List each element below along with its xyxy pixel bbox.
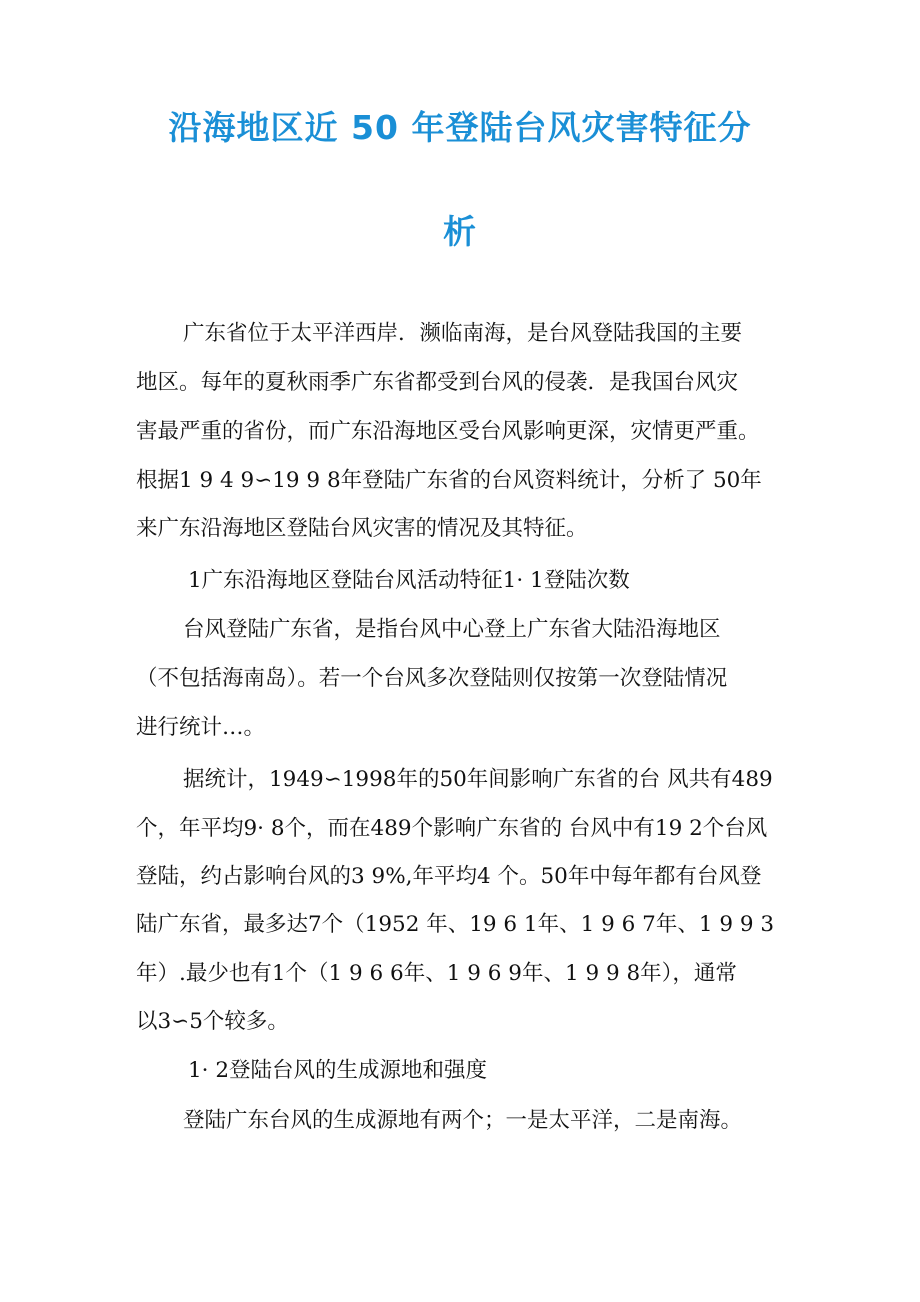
paragraph-1-line-3: 害最严重的省份，而广东沿海地区受台风影响更深，灾情更严重。 [136,419,760,444]
paragraph-1-line-1: 广东省位于太平洋西岸．濒临南海，是台风登陆我国的主要 [183,321,743,346]
section-heading-1-1: 1广东沿海地区登陆台风活动特征1· 1登陆次数 [188,568,630,593]
paragraph-3-line-4: 陆广东省，最多达7个（1952 年、19 6 1年、1 9 6 7年、1 9 9 3 [136,912,775,937]
paragraph-4-line-1: 登陆广东台风的生成源地有两个；一是太平洋，二是南海。 [183,1108,743,1133]
paragraph-3-line-6: 以3∽5个较多。 [136,1009,289,1034]
paragraph-2-line-3: 进行统计…。 [136,715,266,740]
paragraph-3-line-1: 据统计，1949∽1998年的50年间影响广东省的台 风共有489 [183,767,773,792]
paragraph-3-line-3: 登陆，约占影响台风的3 9%,年平均4 个。50年中每年都有台风登 [136,864,762,889]
paragraph-2-line-2: （不包括海南岛）。若一个台风多次登陆则仅按第一次登陆情况 [136,666,728,691]
document-title-line-2: 析 [443,212,477,251]
paragraph-1-line-5: 来广东沿海地区登陆台风灾害的情况及其特征。 [136,516,588,541]
paragraph-1-line-4: 根据1 9 4 9∽19 9 8年登陆广东省的台风资料统计，分析了 50年 [136,468,762,493]
document-title-line-1: 沿海地区近 50 年登陆台风灾害特征分 [168,108,752,147]
paragraph-3-line-2: 个，年平均9· 8个，而在489个影响广东省的 台风中有19 2个台风 [136,816,768,841]
paragraph-2-line-1: 台风登陆广东省，是指台风中心登上广东省大陆沿海地区 [183,617,721,642]
paragraph-3-line-5: 年）.最少也有1个（1 9 6 6年、1 9 6 9年、1 9 9 8年），通常 [136,961,737,986]
paragraph-1-line-2: 地区。每年的夏秋雨季广东省都受到台风的侵袭．是我国台风灾 [136,370,739,395]
section-heading-1-2: 1· 2登陆台风的生成源地和强度 [188,1058,488,1083]
